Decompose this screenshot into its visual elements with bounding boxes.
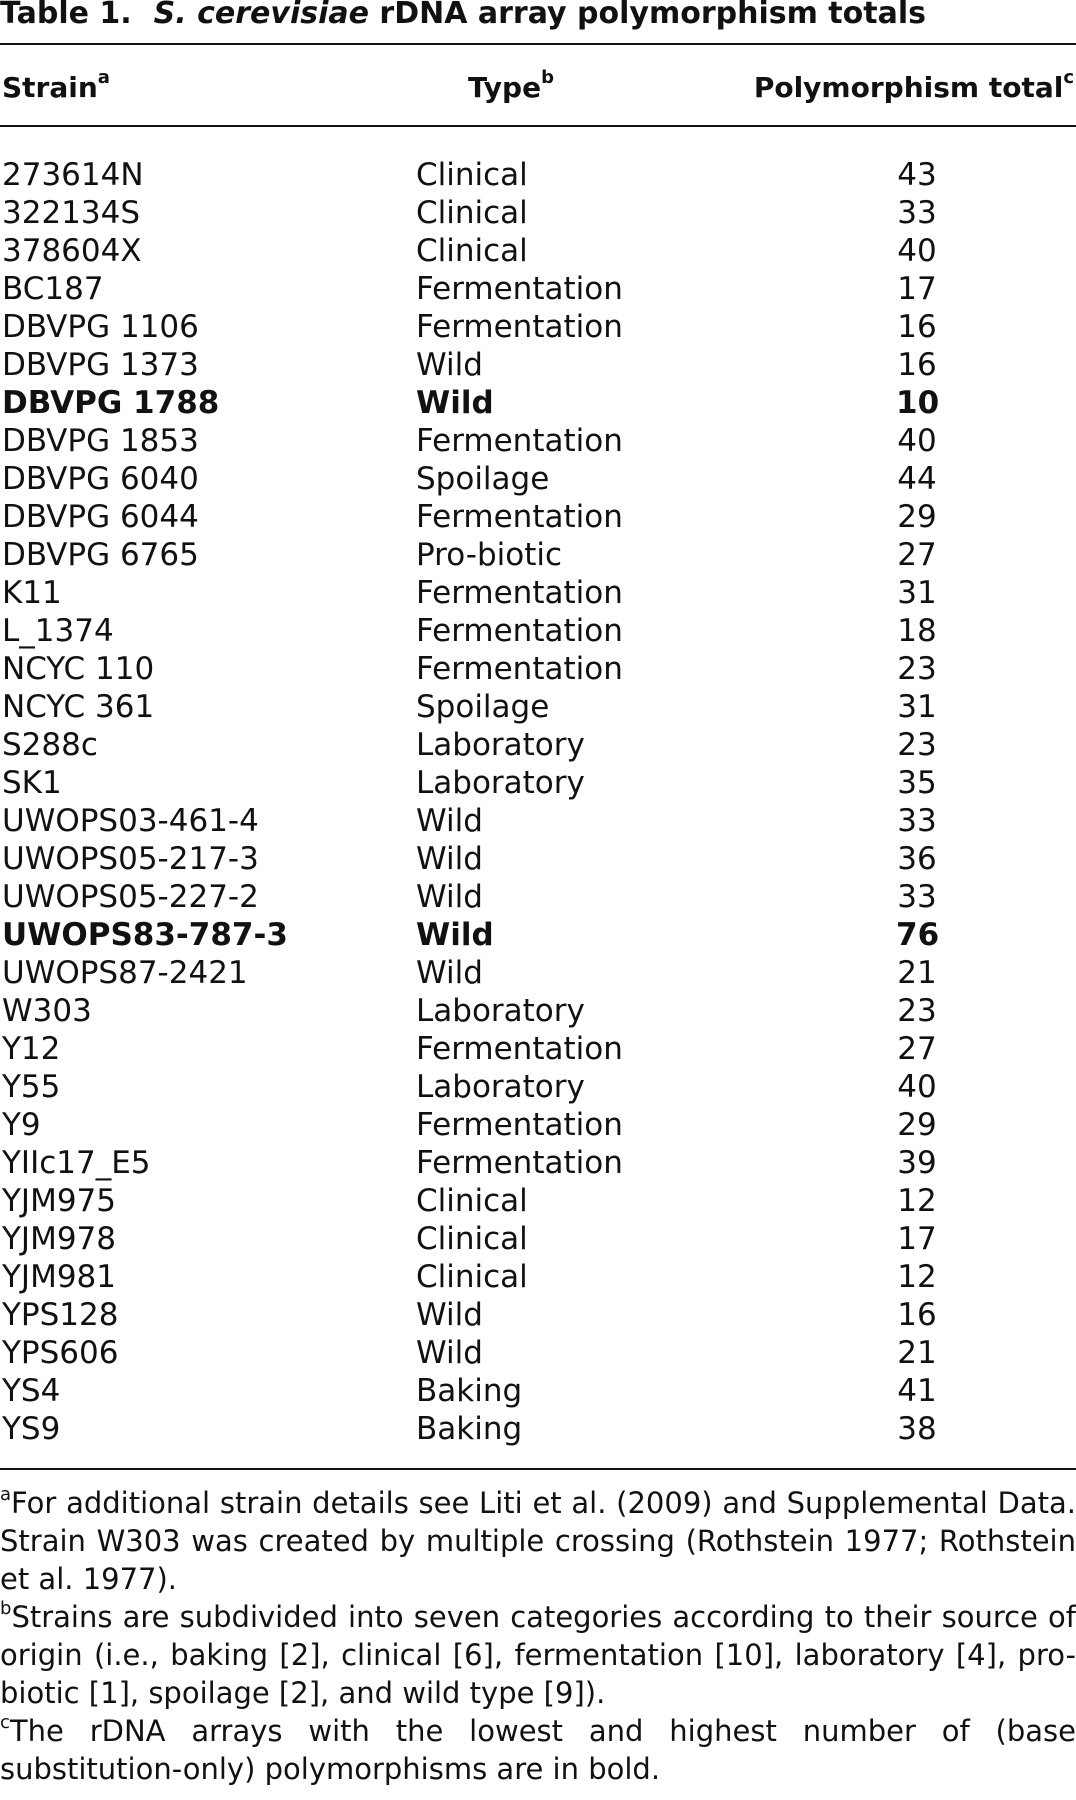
- table-row: [0, 650, 1076, 688]
- footnote-marker-a: a: [97, 66, 110, 88]
- table-row: [0, 1106, 1076, 1144]
- strain-cell: UWOPS03-461-4: [2, 803, 259, 839]
- strain-cell: UWOPS05-217-3: [2, 841, 259, 877]
- species-name: S. cerevisiae: [153, 0, 369, 31]
- table-row: [0, 954, 1076, 992]
- strain-cell: DBVPG 6765: [2, 537, 199, 573]
- table-row: [0, 764, 1076, 802]
- polymorphism-total-cell: 31: [897, 689, 937, 725]
- polymorphism-total-cell: 21: [897, 955, 937, 991]
- type-cell: Fermentation: [416, 575, 623, 611]
- column-header-polymorphism-total: [754, 68, 1074, 108]
- strain-cell: W303: [2, 993, 92, 1029]
- table-row: [0, 308, 1076, 346]
- type-cell: Baking: [416, 1411, 523, 1447]
- strain-cell: DBVPG 6044: [2, 499, 199, 535]
- type-cell: Fermentation: [416, 613, 623, 649]
- table-title: [0, 0, 926, 32]
- polymorphism-total-cell: 17: [897, 271, 937, 307]
- polymorphism-total-cell: 18: [897, 613, 937, 649]
- title-rest: rDNA array polymorphism totals: [368, 0, 926, 31]
- type-cell: Fermentation: [416, 1031, 623, 1067]
- type-cell: Clinical: [416, 1259, 528, 1295]
- polymorphism-total-cell: 29: [897, 1107, 937, 1143]
- polymorphism-total-cell: 27: [897, 1031, 937, 1067]
- polymorphism-total-cell: 10: [896, 385, 940, 421]
- column-header-type-label: Type: [468, 71, 542, 104]
- type-cell: Laboratory: [416, 993, 585, 1029]
- table-row: [0, 1220, 1076, 1258]
- table-row: [0, 270, 1076, 308]
- top-rule: [0, 43, 1076, 45]
- table-row: [0, 1182, 1076, 1220]
- strain-cell: YS9: [2, 1411, 61, 1447]
- strain-cell: Y55: [2, 1069, 61, 1105]
- type-cell: Wild: [416, 841, 483, 877]
- type-cell: Laboratory: [416, 727, 585, 763]
- footnote-text: The rDNA arrays with the lowest and highest number of (base substitution-only) polymorphisms are in bold.: [0, 1714, 1076, 1786]
- strain-cell: DBVPG 1853: [2, 423, 199, 459]
- table-row: [0, 460, 1076, 498]
- polymorphism-total-cell: 16: [897, 347, 937, 383]
- strain-cell: SK1: [2, 765, 62, 801]
- table-header: [0, 68, 1076, 108]
- strain-cell: YS4: [2, 1373, 61, 1409]
- type-cell: Fermentation: [416, 423, 623, 459]
- footnote-mark: c: [0, 1712, 10, 1734]
- table-row: [0, 232, 1076, 270]
- strain-cell: S288c: [2, 727, 98, 763]
- polymorphism-total-cell: 40: [897, 423, 937, 459]
- strain-cell: YJM978: [2, 1221, 116, 1257]
- table-row: [0, 498, 1076, 536]
- table-row: [0, 688, 1076, 726]
- strain-cell: 322134S: [2, 195, 141, 231]
- strain-cell: DBVPG 1106: [2, 309, 199, 345]
- polymorphism-total-cell: 43: [897, 157, 937, 193]
- polymorphism-total-cell: 33: [897, 803, 937, 839]
- table-row: [0, 1144, 1076, 1182]
- footnote-text: For additional strain details see Liti et al. (2009) and Supplemental Data. Strain W303 was created by multiple crossing (Rothstein 1977; Rothstein et al. 1977).: [0, 1486, 1076, 1596]
- table-row: [0, 1334, 1076, 1372]
- table-row: [0, 422, 1076, 460]
- strain-cell: Y9: [2, 1107, 41, 1143]
- footnote-mark: a: [0, 1484, 12, 1506]
- bottom-rule: [0, 1468, 1076, 1470]
- strain-cell: NCYC 110: [2, 651, 155, 687]
- strain-cell: NCYC 361: [2, 689, 155, 725]
- footnote-c: [0, 1712, 1076, 1788]
- polymorphism-total-cell: 23: [897, 651, 937, 687]
- type-cell: Clinical: [416, 233, 528, 269]
- type-cell: Wild: [416, 347, 483, 383]
- strain-cell: K11: [2, 575, 62, 611]
- header-rule: [0, 125, 1076, 127]
- polymorphism-total-cell: 16: [897, 309, 937, 345]
- polymorphism-total-cell: 38: [897, 1411, 937, 1447]
- type-cell: Spoilage: [416, 689, 550, 725]
- polymorphism-total-cell: 16: [897, 1297, 937, 1333]
- column-header-type: [468, 68, 554, 108]
- footnote-mark: b: [0, 1598, 12, 1620]
- strain-cell: DBVPG 6040: [2, 461, 199, 497]
- table-row: [0, 802, 1076, 840]
- type-cell: Fermentation: [416, 499, 623, 535]
- type-cell: Wild: [416, 1335, 483, 1371]
- strain-cell: DBVPG 1788: [2, 385, 220, 421]
- type-cell: Laboratory: [416, 765, 585, 801]
- polymorphism-total-cell: 76: [896, 917, 940, 953]
- strain-cell: UWOPS87-2421: [2, 955, 248, 991]
- polymorphism-total-cell: 23: [897, 727, 937, 763]
- table-row: [0, 1410, 1076, 1448]
- footnote-a: [0, 1484, 1076, 1598]
- type-cell: Clinical: [416, 1221, 528, 1257]
- footnote-text: Strains are subdivided into seven categories according to their source of origin (i.e., baking [2], clinical [6], fermentation [10], laboratory [4], pro-biotic [1], spoilage [2], and wild type [9]).: [0, 1600, 1076, 1710]
- table-row: [0, 156, 1076, 194]
- type-cell: Fermentation: [416, 309, 623, 345]
- polymorphism-total-cell: 27: [897, 537, 937, 573]
- table-row: [0, 840, 1076, 878]
- strain-cell: YPS128: [2, 1297, 119, 1333]
- footnote-marker-b: b: [541, 66, 554, 88]
- table-row: [0, 194, 1076, 232]
- type-cell: Clinical: [416, 157, 528, 193]
- table-row: [0, 612, 1076, 650]
- strain-cell: L_1374: [2, 613, 114, 649]
- type-cell: Laboratory: [416, 1069, 585, 1105]
- type-cell: Baking: [416, 1373, 523, 1409]
- table-row: [0, 1068, 1076, 1106]
- table-row: [0, 878, 1076, 916]
- type-cell: Wild: [416, 955, 483, 991]
- table-body: [0, 156, 1076, 1448]
- table-row: [0, 1030, 1076, 1068]
- polymorphism-total-cell: 12: [897, 1183, 937, 1219]
- polymorphism-total-cell: 21: [897, 1335, 937, 1371]
- polymorphism-total-cell: 44: [897, 461, 937, 497]
- table-footnotes: [0, 1484, 1076, 1788]
- footnote-marker-c: c: [1063, 66, 1074, 88]
- type-cell: Spoilage: [416, 461, 550, 497]
- table-row: [0, 384, 1076, 422]
- table-label: Table 1.: [0, 0, 132, 31]
- strain-cell: UWOPS05-227-2: [2, 879, 259, 915]
- table-row: [0, 916, 1076, 954]
- strain-cell: 273614N: [2, 157, 144, 193]
- type-cell: Fermentation: [416, 271, 623, 307]
- type-cell: Clinical: [416, 195, 528, 231]
- strain-cell: YPS606: [2, 1335, 119, 1371]
- polymorphism-total-cell: 40: [897, 1069, 937, 1105]
- type-cell: Wild: [416, 1297, 483, 1333]
- strain-cell: Y12: [2, 1031, 61, 1067]
- polymorphism-total-cell: 35: [897, 765, 937, 801]
- table-row: [0, 574, 1076, 612]
- table-row: [0, 536, 1076, 574]
- footnote-b: [0, 1598, 1076, 1712]
- strain-cell: 378604X: [2, 233, 142, 269]
- polymorphism-total-cell: 36: [897, 841, 937, 877]
- polymorphism-total-cell: 40: [897, 233, 937, 269]
- strain-cell: YIIc17_E5: [2, 1145, 151, 1181]
- column-header-polymorphism-total-label: Polymorphism total: [753, 71, 1064, 104]
- strain-cell: BC187: [2, 271, 104, 307]
- type-cell: Wild: [416, 917, 494, 953]
- table-row: [0, 346, 1076, 384]
- polymorphism-total-cell: 33: [897, 879, 937, 915]
- type-cell: Wild: [416, 803, 483, 839]
- polymorphism-total-cell: 33: [897, 195, 937, 231]
- strain-cell: DBVPG 1373: [2, 347, 199, 383]
- type-cell: Wild: [416, 879, 483, 915]
- strain-cell: UWOPS83-787-3: [2, 917, 288, 953]
- column-header-strain-label: Strain: [2, 71, 98, 104]
- polymorphism-total-cell: 29: [897, 499, 937, 535]
- type-cell: Fermentation: [416, 1145, 623, 1181]
- type-cell: Fermentation: [416, 1107, 623, 1143]
- polymorphism-total-cell: 23: [897, 993, 937, 1029]
- type-cell: Pro-biotic: [416, 537, 563, 573]
- table-row: [0, 726, 1076, 764]
- type-cell: Fermentation: [416, 651, 623, 687]
- type-cell: Wild: [416, 385, 494, 421]
- polymorphism-total-cell: 17: [897, 1221, 937, 1257]
- strain-cell: YJM975: [2, 1183, 116, 1219]
- polymorphism-total-cell: 12: [897, 1259, 937, 1295]
- column-header-strain: [2, 68, 110, 108]
- table-row: [0, 1258, 1076, 1296]
- polymorphism-total-cell: 39: [897, 1145, 937, 1181]
- polymorphism-total-cell: 41: [897, 1373, 937, 1409]
- table-row: [0, 1372, 1076, 1410]
- polymorphism-total-cell: 31: [897, 575, 937, 611]
- type-cell: Clinical: [416, 1183, 528, 1219]
- table-row: [0, 992, 1076, 1030]
- strain-cell: YJM981: [2, 1259, 116, 1295]
- table-row: [0, 1296, 1076, 1334]
